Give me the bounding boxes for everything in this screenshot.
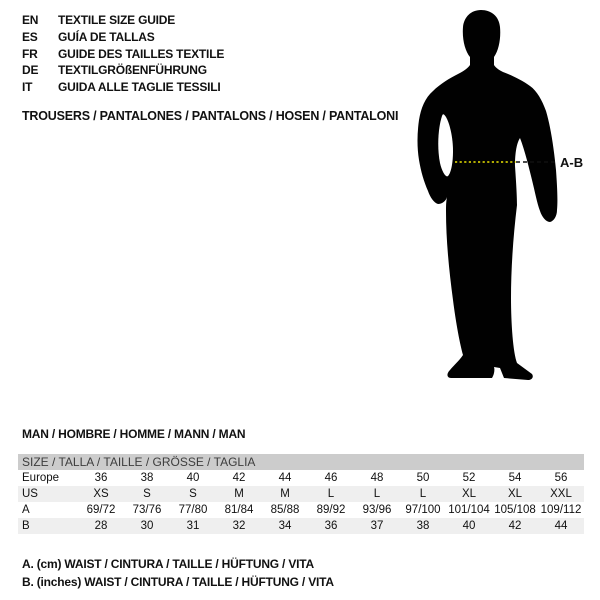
table-cell: 31: [186, 520, 200, 532]
row-label: Europe: [22, 472, 60, 484]
man-silhouette: [418, 10, 558, 380]
table-cell: XL: [507, 488, 523, 500]
table-cell: 40: [186, 472, 200, 484]
table-cell: XL: [461, 488, 477, 500]
lang-code: EN: [22, 13, 39, 27]
lang-row-it: [22, 80, 224, 97]
lang-label: GUIDA ALLE TAGLIE TESSILI: [58, 80, 221, 95]
table-cell: 46: [324, 472, 338, 484]
table-cell: 89/92: [316, 504, 346, 516]
table-row-b-inches: [18, 518, 584, 534]
table-cell: 50: [416, 472, 430, 484]
lang-code: FR: [22, 46, 38, 61]
lang-label: GUIDE DES TAILLES TEXTILE: [58, 46, 225, 61]
table-cell: L: [419, 488, 427, 500]
table-cell: L: [327, 488, 335, 500]
measure-label: A-B: [560, 155, 584, 170]
man-silhouette-figure: [410, 8, 595, 388]
language-list: [22, 13, 224, 97]
footnote-a: A. (cm) WAIST / CINTURA / TAILLE / HÜFTUNG / VITA: [22, 557, 314, 571]
table-cell: 28: [94, 520, 108, 532]
section-heading: MAN / HOMBRE / HOMME / MANN / MAN: [22, 427, 246, 441]
table-cell: 54: [508, 472, 522, 484]
table-cell: 56: [554, 472, 568, 484]
table-cell: 34: [278, 520, 292, 532]
table-cell: S: [189, 488, 197, 500]
lang-label: TEXTILGRÖßENFÜHRUNG: [58, 63, 207, 78]
table-cell: 77/80: [178, 504, 208, 516]
table-cell: 36: [324, 520, 338, 532]
lang-row-fr: [22, 47, 224, 64]
size-table: [18, 454, 584, 534]
table-cell: 73/76: [132, 504, 162, 516]
lang-code: DE: [22, 63, 39, 78]
lang-label: TEXTILE SIZE GUIDE: [58, 13, 176, 27]
lang-code: ES: [22, 29, 38, 44]
table-row-europe: [18, 470, 584, 486]
table-cell: 30: [140, 520, 154, 532]
table-cell: M: [280, 488, 290, 500]
table-cell: 48: [370, 472, 384, 484]
table-cell: 37: [370, 520, 384, 532]
row-label: US: [22, 488, 38, 500]
table-cell: 69/72: [86, 504, 116, 516]
table-cell: 93/96: [362, 504, 392, 516]
table-cell: 81/84: [224, 504, 254, 516]
lang-code: IT: [22, 80, 33, 95]
table-cell: XXL: [550, 488, 572, 500]
table-cell: 105/108: [494, 504, 536, 516]
table-cell: XS: [93, 488, 109, 500]
table-cell: 32: [232, 520, 246, 532]
table-cell: 36: [94, 472, 108, 484]
table-row-a-cm: [18, 502, 584, 518]
table-cell: 52: [462, 472, 476, 484]
table-cell: 44: [278, 472, 292, 484]
table-cell: S: [143, 488, 151, 500]
man-silhouette-svg: [410, 8, 595, 388]
table-cell: 97/100: [405, 504, 441, 516]
table-cell: 42: [508, 520, 522, 532]
size-table-header-row: [18, 454, 584, 470]
table-cell: L: [373, 488, 381, 500]
table-cell: 40: [462, 520, 476, 532]
table-cell: 44: [554, 520, 568, 532]
table-cell: M: [234, 488, 244, 500]
table-cell: 38: [140, 472, 154, 484]
lang-label: GUÍA DE TALLAS: [58, 29, 155, 44]
footnote-b: B. (inches) WAIST / CINTURA / TAILLE / HÜFTUNG / VITA: [22, 574, 334, 589]
lang-row-es: [22, 30, 224, 47]
table-cell: 85/88: [270, 504, 300, 516]
footnotes: [22, 556, 334, 591]
lang-row-en: [22, 13, 224, 30]
table-cell: 109/112: [540, 504, 582, 516]
product-heading: TROUSERS / PANTALONES / PANTALONS / HOSEN / PANTALONI: [22, 109, 399, 123]
table-cell: 101/104: [448, 504, 490, 516]
table-cell: 42: [232, 472, 246, 484]
table-cell: 38: [416, 520, 430, 532]
row-label: A: [22, 504, 30, 516]
lang-row-de: [22, 63, 224, 80]
size-table-header-label: SIZE / TALLA / TAILLE / GRÖSSE / TAGLIA: [18, 454, 584, 470]
row-label: B: [22, 520, 30, 532]
table-row-us: [18, 486, 584, 502]
